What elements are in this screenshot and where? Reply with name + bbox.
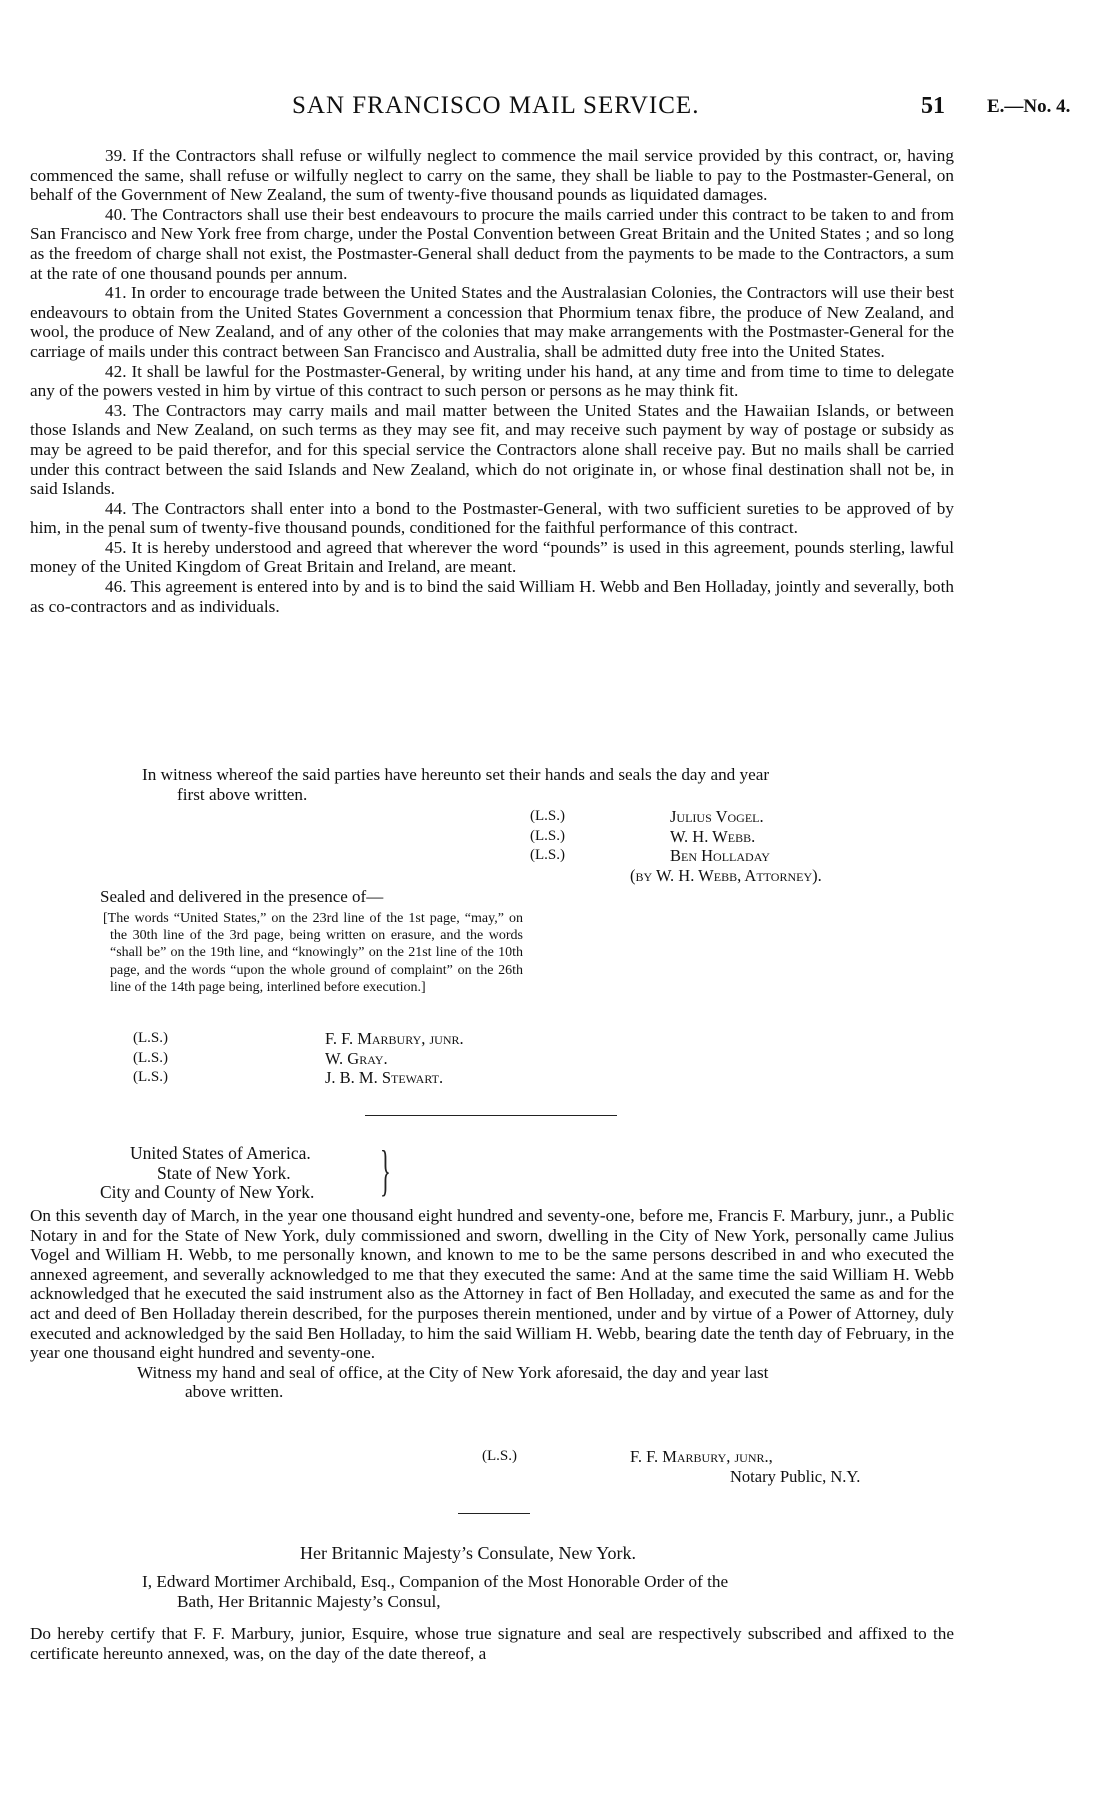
consul-intro-line-1: I, Edward Mortimer Archibald, Esq., Companion of the Most Honorable Order of the [142, 1572, 729, 1591]
sealed-delivered-label: Sealed and delivered in the presence of— [100, 887, 384, 906]
contract-clauses [30, 146, 954, 616]
signature-row [133, 1068, 464, 1088]
signature-row [530, 827, 822, 847]
notary-text: On this seventh day of March, in the year one thousand eight hundred and seventy-one, before me, Francis F. Marbury, junr., a Public Notary in and for the State of New York, duly commissioned and sworn, dwelling in the City of New York, personally came Julius Vogel and William H. Webb, to me personally known, and known to me to be the same persons described in and who executed the annexed agreement, and severally acknowledged to me that they executed the same: And at the same time the said William H. Webb acknowledged that he executed the said instrument also as the Attorney in fact of Ben Holladay, and executed the same as and for the act and deed of Ben Holladay therein described, for the purposes therein mentioned, under and by virtue of a Power of Attorney, duly executed and acknowledged by the said Ben Holladay, to him the said William H. Webb, bearing date the tenth day of February, in the year one thousand eight hundred and seventy-one. [30, 1206, 954, 1363]
consulate-heading: Her Britannic Majesty’s Consulate, New York. [300, 1543, 636, 1563]
seal-mark: (L.S.) [133, 1049, 168, 1066]
seal-mark: (L.S.) [482, 1448, 517, 1464]
seal-mark: (L.S.) [530, 847, 565, 863]
seal-mark: (L.S.) [530, 808, 565, 824]
witness-name: F. F. Marbury, junr. [325, 1029, 464, 1048]
certify-text: Do hereby certify that F. F. Marbury, junior, Esquire, whose true signature and seal are respectively subscribed and affixed to the certificate hereunto annexed, was, on the day of the date thereof, a [30, 1624, 954, 1663]
signature-row [530, 807, 822, 827]
clause-40: 40. The Contractors shall use their best endeavours to procure the mails carried under this contract to be taken to and from San Francisco and New York free from charge, under the Postal Convention between Great Britain and the United States ; and so long as the freedom of charge shall not exist, the Postmaster-General shall deduct from the payments to be made to the Contractors, a sum at the rate of one thousand pounds per annum. [30, 204, 954, 283]
clause-46: 46. This agreement is entered into by and is to bind the said William H. Webb and Ben Holladay, jointly and severally, both as co-contractors and as individuals. [30, 577, 954, 616]
witness-name: J. B. M. Stewart. [325, 1068, 444, 1087]
signature-row [530, 846, 822, 866]
signatory-name: W. H. Webb. [670, 826, 756, 846]
venue-county: City and County of New York. [100, 1182, 315, 1203]
page-number: 51 [921, 93, 945, 119]
clause-44: 44. The Contractors shall enter into a bond to the Postmaster-General, with two sufficient sureties to be approved of by him, in the penal sum of twenty-five thousand pounds, conditioned for the faithful performance of this contract. [30, 498, 954, 538]
consul-certification [30, 1624, 954, 1663]
witness-name: W. Gray. [325, 1048, 388, 1068]
venue-country: United States of America. [130, 1143, 311, 1163]
series-number: E.—No. 4. [987, 96, 1071, 117]
witness-line-2: first above written. [177, 784, 308, 804]
contract-signatures [530, 807, 822, 885]
witness-signatures [133, 1029, 464, 1088]
signatory-name: Julius Vogel. [670, 807, 764, 826]
witness-line-1: In witness whereof the said parties have hereunto set their hands and seals the day and year [142, 765, 770, 784]
brace-glyph: } [380, 1140, 391, 1202]
clause-41: 41. In order to encourage trade between the United States and the Australasian Colonies, the Contractors will use their best endeavours to obtain from the United States Government a concession that Phormium tenax fibre, the produce of New Zealand, and wool, the produce of New Zealand, and of any other of the colonies that may make arrangements with the Postmaster-General for the carriage of mails under this contract between San Francisco and Australia, shall be admitted duty free into the United States. [30, 283, 954, 361]
notary-witness-line-1: Witness my hand and seal of office, at the City of New York aforesaid, the day and year last [137, 1362, 769, 1382]
clause-42: 42. It shall be lawful for the Postmaster-General, by writing under his hand, at any time and from time to time to delegate any of the powers vested in him by virtue of this contract to such person or persons as he may think fit. [30, 361, 954, 401]
consul-intro-line-2: Bath, Her Britannic Majesty’s Consul, [177, 1591, 441, 1611]
notary-signature [482, 1447, 860, 1486]
signature-row [133, 1029, 464, 1049]
seal-mark: (L.S.) [530, 827, 565, 844]
seal-mark: (L.S.) [133, 1030, 168, 1046]
section-divider [458, 1513, 530, 1514]
section-divider [365, 1115, 617, 1116]
erasure-note-text: [The words “United States,” on the 23rd line of the 1st page, “may,” on the 30th line of the 3rd page, being written on erasure, and the words “shall be” on the 19th line, and “knowingly” on the 21st line of the 10th page, and the words “upon the whole ground of complaint” on the 26th line of the 14th page being, interlined before execution.] [103, 911, 523, 995]
notary-acknowledgement [30, 1206, 954, 1402]
clause-39: 39. If the Contractors shall refuse or wilfully neglect to commence the mail service provided by this contract, or, having commenced the same, shall refuse or wilfully neglect to carry on the same, they shall be liable to pay to the Postmaster-General, on behalf of the Government of New Zealand, the sum of twenty-five thousand pounds as liquidated damages. [30, 146, 954, 205]
erasure-note [103, 910, 523, 996]
attorney-note: (by W. H. Webb, Attorney). [630, 865, 822, 885]
consul-intro [142, 1572, 954, 1611]
witness-clause [142, 765, 932, 804]
running-header-title: SAN FRANCISCO MAIL SERVICE. [292, 92, 700, 119]
signature-row [133, 1049, 464, 1069]
signatory-name: Ben Holladay [670, 846, 770, 865]
seal-mark: (L.S.) [133, 1069, 168, 1085]
clause-43: 43. The Contractors may carry mails and mail matter between the United States and the Hawaiian Islands, or between those Islands and New Zealand, on such terms as they may see fit, and may receive such payment by way of postage or subsidy as may be agreed to be paid therefor, and for this special service the Contractors alone shall receive pay. But no mails shall be carried under this contract between the said Islands and New Zealand, which do not originate in, or whose final destination shall not be, in said Islands. [30, 400, 954, 499]
signature-row [482, 1447, 860, 1467]
venue-block [100, 1144, 314, 1203]
notary-witness-line-2: above written. [185, 1382, 284, 1402]
venue-state: State of New York. [157, 1162, 291, 1183]
notary-name: F. F. Marbury, junr., [630, 1447, 773, 1466]
clause-45: 45. It is hereby understood and agreed that wherever the word “pounds” is used in this agreement, pounds sterling, lawful money of the United Kingdom of Great Britain and Ireland, are meant. [30, 537, 954, 577]
notary-title: Notary Public, N.Y. [730, 1466, 861, 1486]
